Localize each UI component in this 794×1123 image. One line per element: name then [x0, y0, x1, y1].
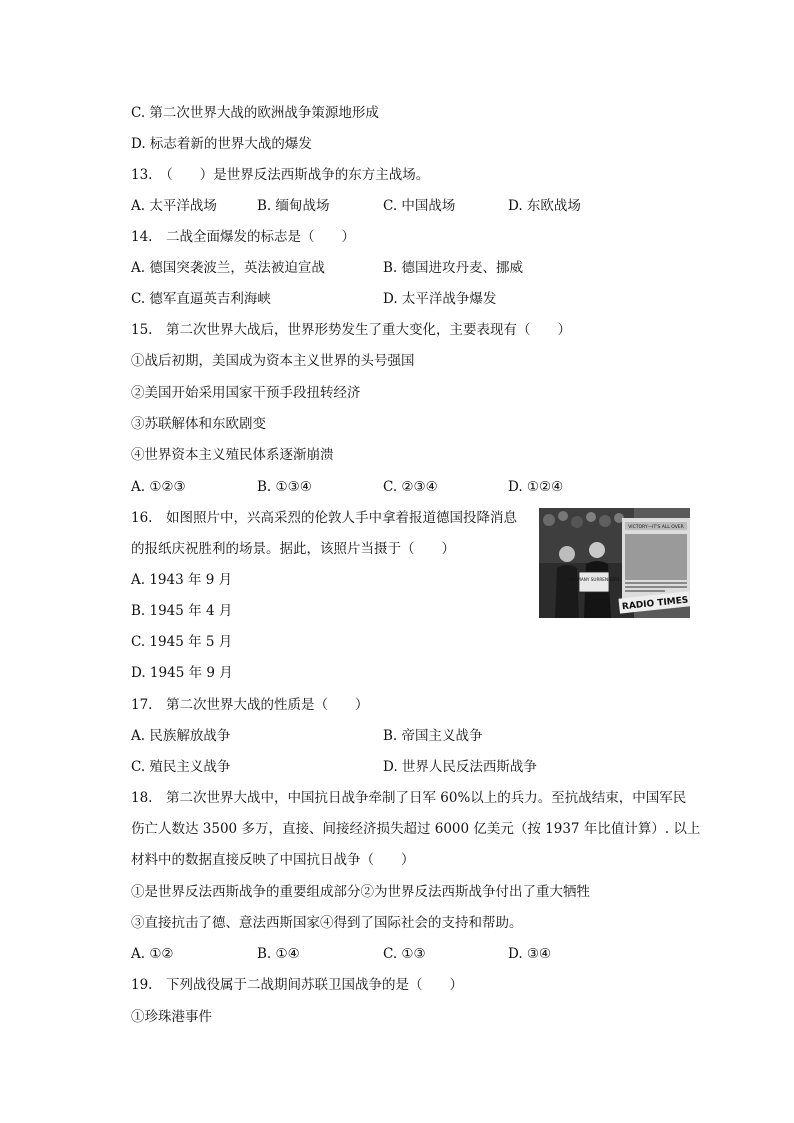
question-16-line-1: 16. 如图照片中，兴高采烈的伦敦人手中拿着报道德国投降消息	[131, 510, 517, 526]
q18-option-b: B. ①④	[257, 946, 300, 962]
q18-statements-1: ①是世界反法西斯战争的重要组成部分②为世界反法西斯战争付出了重大牺牲	[131, 884, 590, 900]
q13-option-b: B. 缅甸战场	[257, 198, 330, 214]
q14-option-a: A. 德国突袭波兰，英法被迫宣战	[131, 260, 325, 276]
q14-option-b: B. 德国进攻丹麦、挪威	[383, 260, 524, 276]
q15-option-c: C. ②③④	[383, 479, 438, 495]
question-13: 13. （ ）是世界反法西斯战争的东方主战场。	[131, 167, 430, 183]
q14-option-c: C. 德军直逼英吉利海峡	[131, 291, 271, 307]
placard-text: GERMANY SURRENDERS	[568, 577, 620, 582]
q19-statement-1: ①珍珠港事件	[131, 1009, 212, 1025]
q15-statement-3: ③苏联解体和东欧剧变	[131, 416, 266, 432]
q13-option-d: D. 东欧战场	[508, 198, 581, 214]
q16-option-d: D. 1945 年 9 月	[131, 665, 233, 681]
q15-option-d: D. ①②④	[508, 479, 564, 495]
question-17: 17. 第二次世界大战的性质是（ ）	[131, 697, 369, 713]
q18-option-d: D. ③④	[508, 946, 552, 962]
q15-statement-4: ④世界资本主义殖民体系逐渐崩溃	[131, 447, 334, 463]
newspaper-headline: VICTORY—IT'S ALL OVER	[628, 525, 684, 530]
question-14: 14. 二战全面爆发的标志是（ ）	[131, 229, 355, 245]
question-18-line-3: 材料中的数据直接反映了中国抗日战争（ ）	[131, 852, 415, 868]
question-16-line-2: 的报纸庆祝胜利的场景。据此，该照片当摄于（ ）	[131, 541, 455, 557]
question-18-line-1: 18. 第二次世界大战中，中国抗日战争牵制了日军 60%以上的兵力。至抗战结束，中国军民	[131, 790, 687, 806]
q15-option-b: B. ①③④	[257, 479, 312, 495]
q13-option-c: C. 中国战场	[383, 198, 456, 214]
q17-option-c: C. 殖民主义战争	[131, 759, 231, 775]
q18-statements-2: ③直接抗击了德、意法西斯国家④得到了国际社会的支持和帮助。	[131, 915, 523, 931]
q16-option-b: B. 1945 年 4 月	[131, 603, 233, 619]
q16-option-c: C. 1945 年 5 月	[131, 634, 233, 650]
q17-option-d: D. 世界人民反法西斯战争	[383, 759, 537, 775]
q15-option-a: A. ①②③	[131, 479, 186, 495]
ve-day-photo	[539, 508, 690, 618]
q12-option-c: C. 第二次世界大战的欧洲战争策源地形成	[131, 105, 379, 121]
q15-statement-1: ①战后初期，美国成为资本主义世界的头号强国	[131, 353, 415, 369]
question-19: 19. 下列战役属于二战期间苏联卫国战争的是（ ）	[131, 977, 463, 993]
q18-option-a: A. ①②	[131, 946, 174, 962]
q17-option-b: B. 帝国主义战争	[383, 728, 483, 744]
q17-option-a: A. 民族解放战争	[131, 728, 231, 744]
q16-option-a: A. 1943 年 9 月	[131, 572, 233, 588]
question-15: 15. 第二次世界大战后，世界形势发生了重大变化，主要表现有（ ）	[131, 322, 571, 338]
q15-statement-2: ②美国开始采用国家干预手段扭转经济	[131, 385, 361, 401]
q18-option-c: C. ①③	[383, 946, 426, 962]
q13-option-a: A. 太平洋战场	[131, 198, 217, 214]
q12-option-d: D. 标志着新的世界大战的爆发	[131, 136, 312, 152]
question-18-line-2: 伤亡人数达 3500 多万，直接、间接经济损失超过 6000 亿美元（按 1937 年比值计算）. 以上	[131, 821, 701, 837]
q14-option-d: D. 太平洋战争爆发	[383, 291, 497, 307]
radio-times-text: RADIO TIMES	[621, 595, 689, 613]
